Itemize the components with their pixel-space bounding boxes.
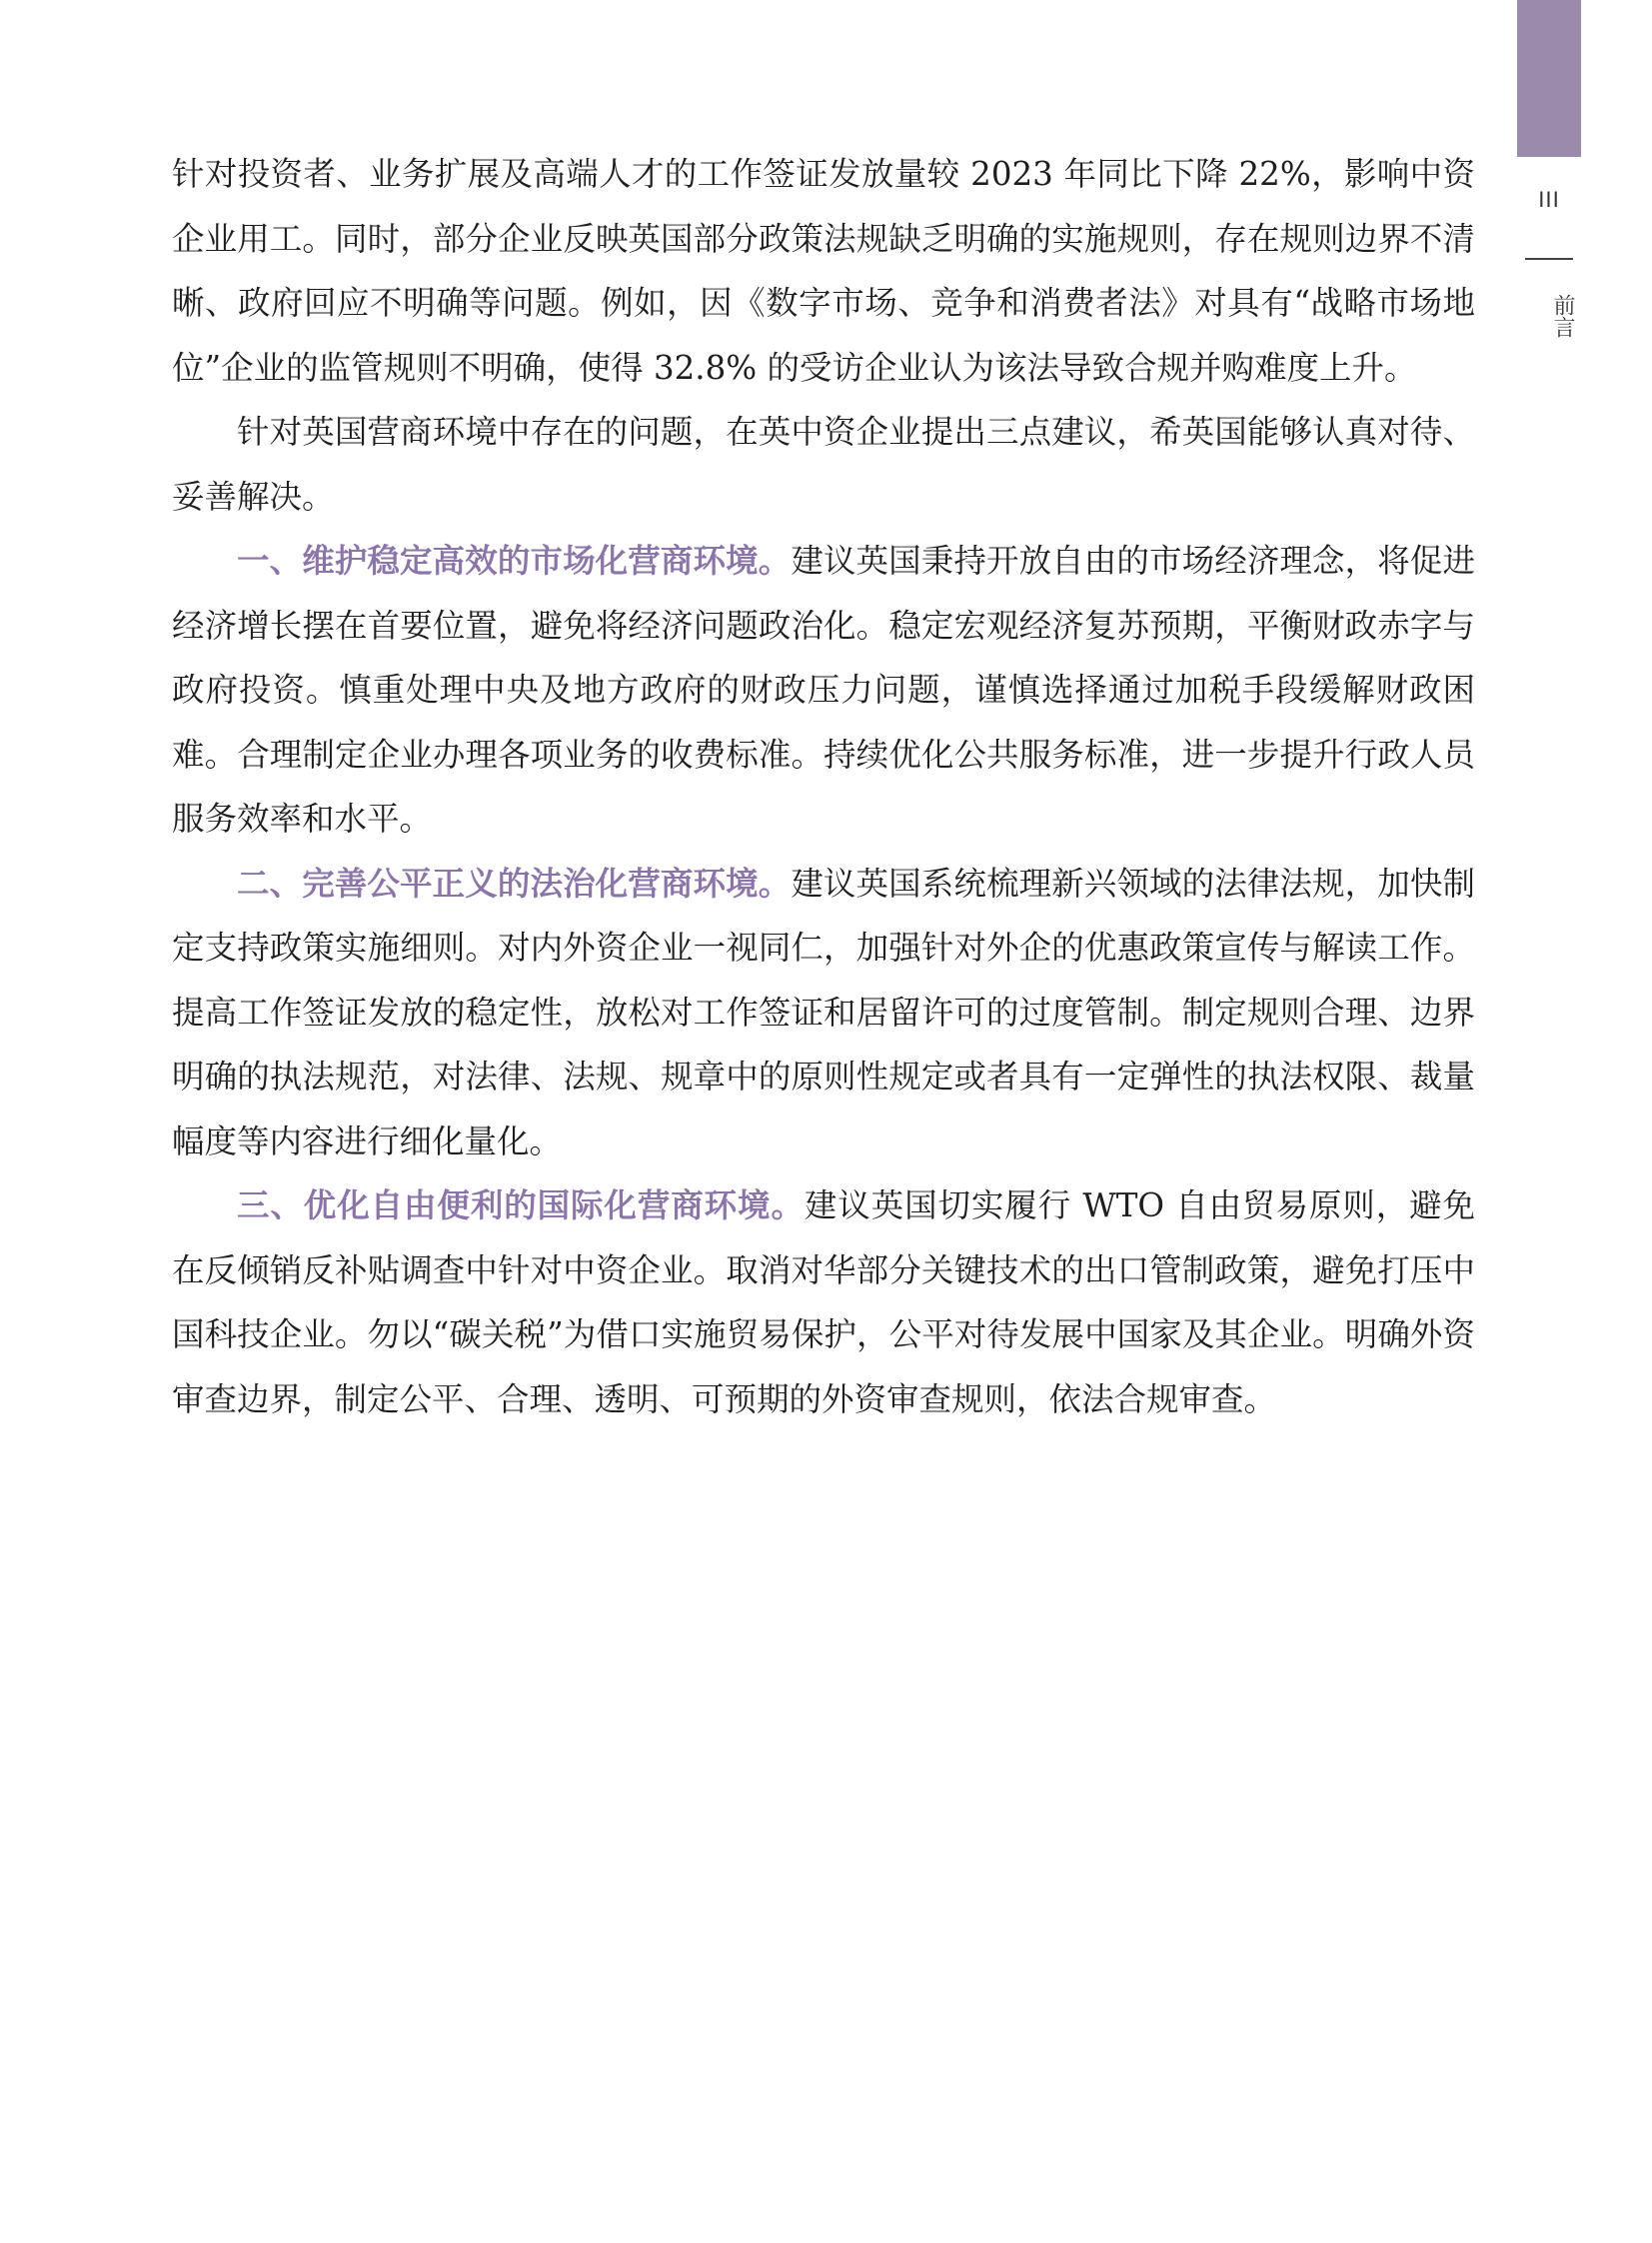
suggestion-paragraph-2: [172, 852, 1475, 1174]
paragraph-suggestions-intro: 针对英国营商环境中存在的问题，在英中资企业提出三点建议，希英国能够认真对待、妥善解决。: [172, 413, 1475, 516]
page-body: [172, 142, 1475, 1431]
suggestion-heading-2: 二、完善公平正义的法治化营商环境。: [237, 864, 792, 903]
sidebar-divider: [1525, 258, 1573, 260]
suggestion-text-1: 建议英国秉持开放自由的市场经济理念，将促进经济增长摆在首要位置，避免将经济问题政治化。稳定宏观经济复苏预期，平衡财政赤字与政府投资。慎重处理中央及地方政府的财政压力问题，谨慎选择通过加税手段缓解财政困难。合理制定企业办理各项业务的收费标准。持续优化公共服务标准，进一步提升行政人员服务效率和水平。: [172, 542, 1475, 838]
paragraph-visa-and-regulation: 针对投资者、业务扩展及高端人才的工作签证发放量较 2023 年同比下降 22%，影响中资企业用工。同时，部分企业反映英国部分政策法规缺乏明确的实施规则，存在规则边界不清晰、政府回应不明确等问题。例如，因《数字市场、竞争和消费者法》对具有“战略市场地位”企业的监管规则不明确，使得 32.8% 的受访企业认为该法导致合规并购难度上升。: [172, 155, 1475, 387]
suggestion-text-3: 建议英国切实履行 WTO 自由贸易原则，避免在反倾销反补贴调查中针对中资企业。取消对华部分关键技术的出口管制政策，避免打压中国科技企业。勿以“碳关税”为借口实施贸易保护，公平对待发展中国家及其企业。明确外资审查边界，制定公平、合理、透明、可预期的外资审查规则，依法合规审查。: [172, 1186, 1475, 1418]
suggestion-heading-3: 三、优化自由便利的国际化营商环境。: [237, 1186, 805, 1224]
suggestion-paragraph-3: [172, 1173, 1475, 1431]
suggestion-text-2: 建议英国系统梳理新兴领域的法律法规，加快制定支持政策实施细则。对内外资企业一视同仁，加强针对外企的优惠政策宣传与解读工作。提高工作签证发放的稳定性，放松对工作签证和居留许可的过度管制。制定规则合理、边界明确的执法规范，对法律、法规、规章中的原则性规定或者具有一定弹性的执法权限、裁量幅度等内容进行细化量化。: [172, 864, 1475, 1160]
suggestion-paragraph-1: [172, 529, 1475, 852]
section-label: 前言: [1550, 294, 1575, 338]
page-number: III: [1538, 188, 1560, 212]
suggestion-heading-1: 一、维护稳定高效的市场化营商环境。: [237, 542, 792, 580]
chapter-tab: [1517, 0, 1581, 157]
